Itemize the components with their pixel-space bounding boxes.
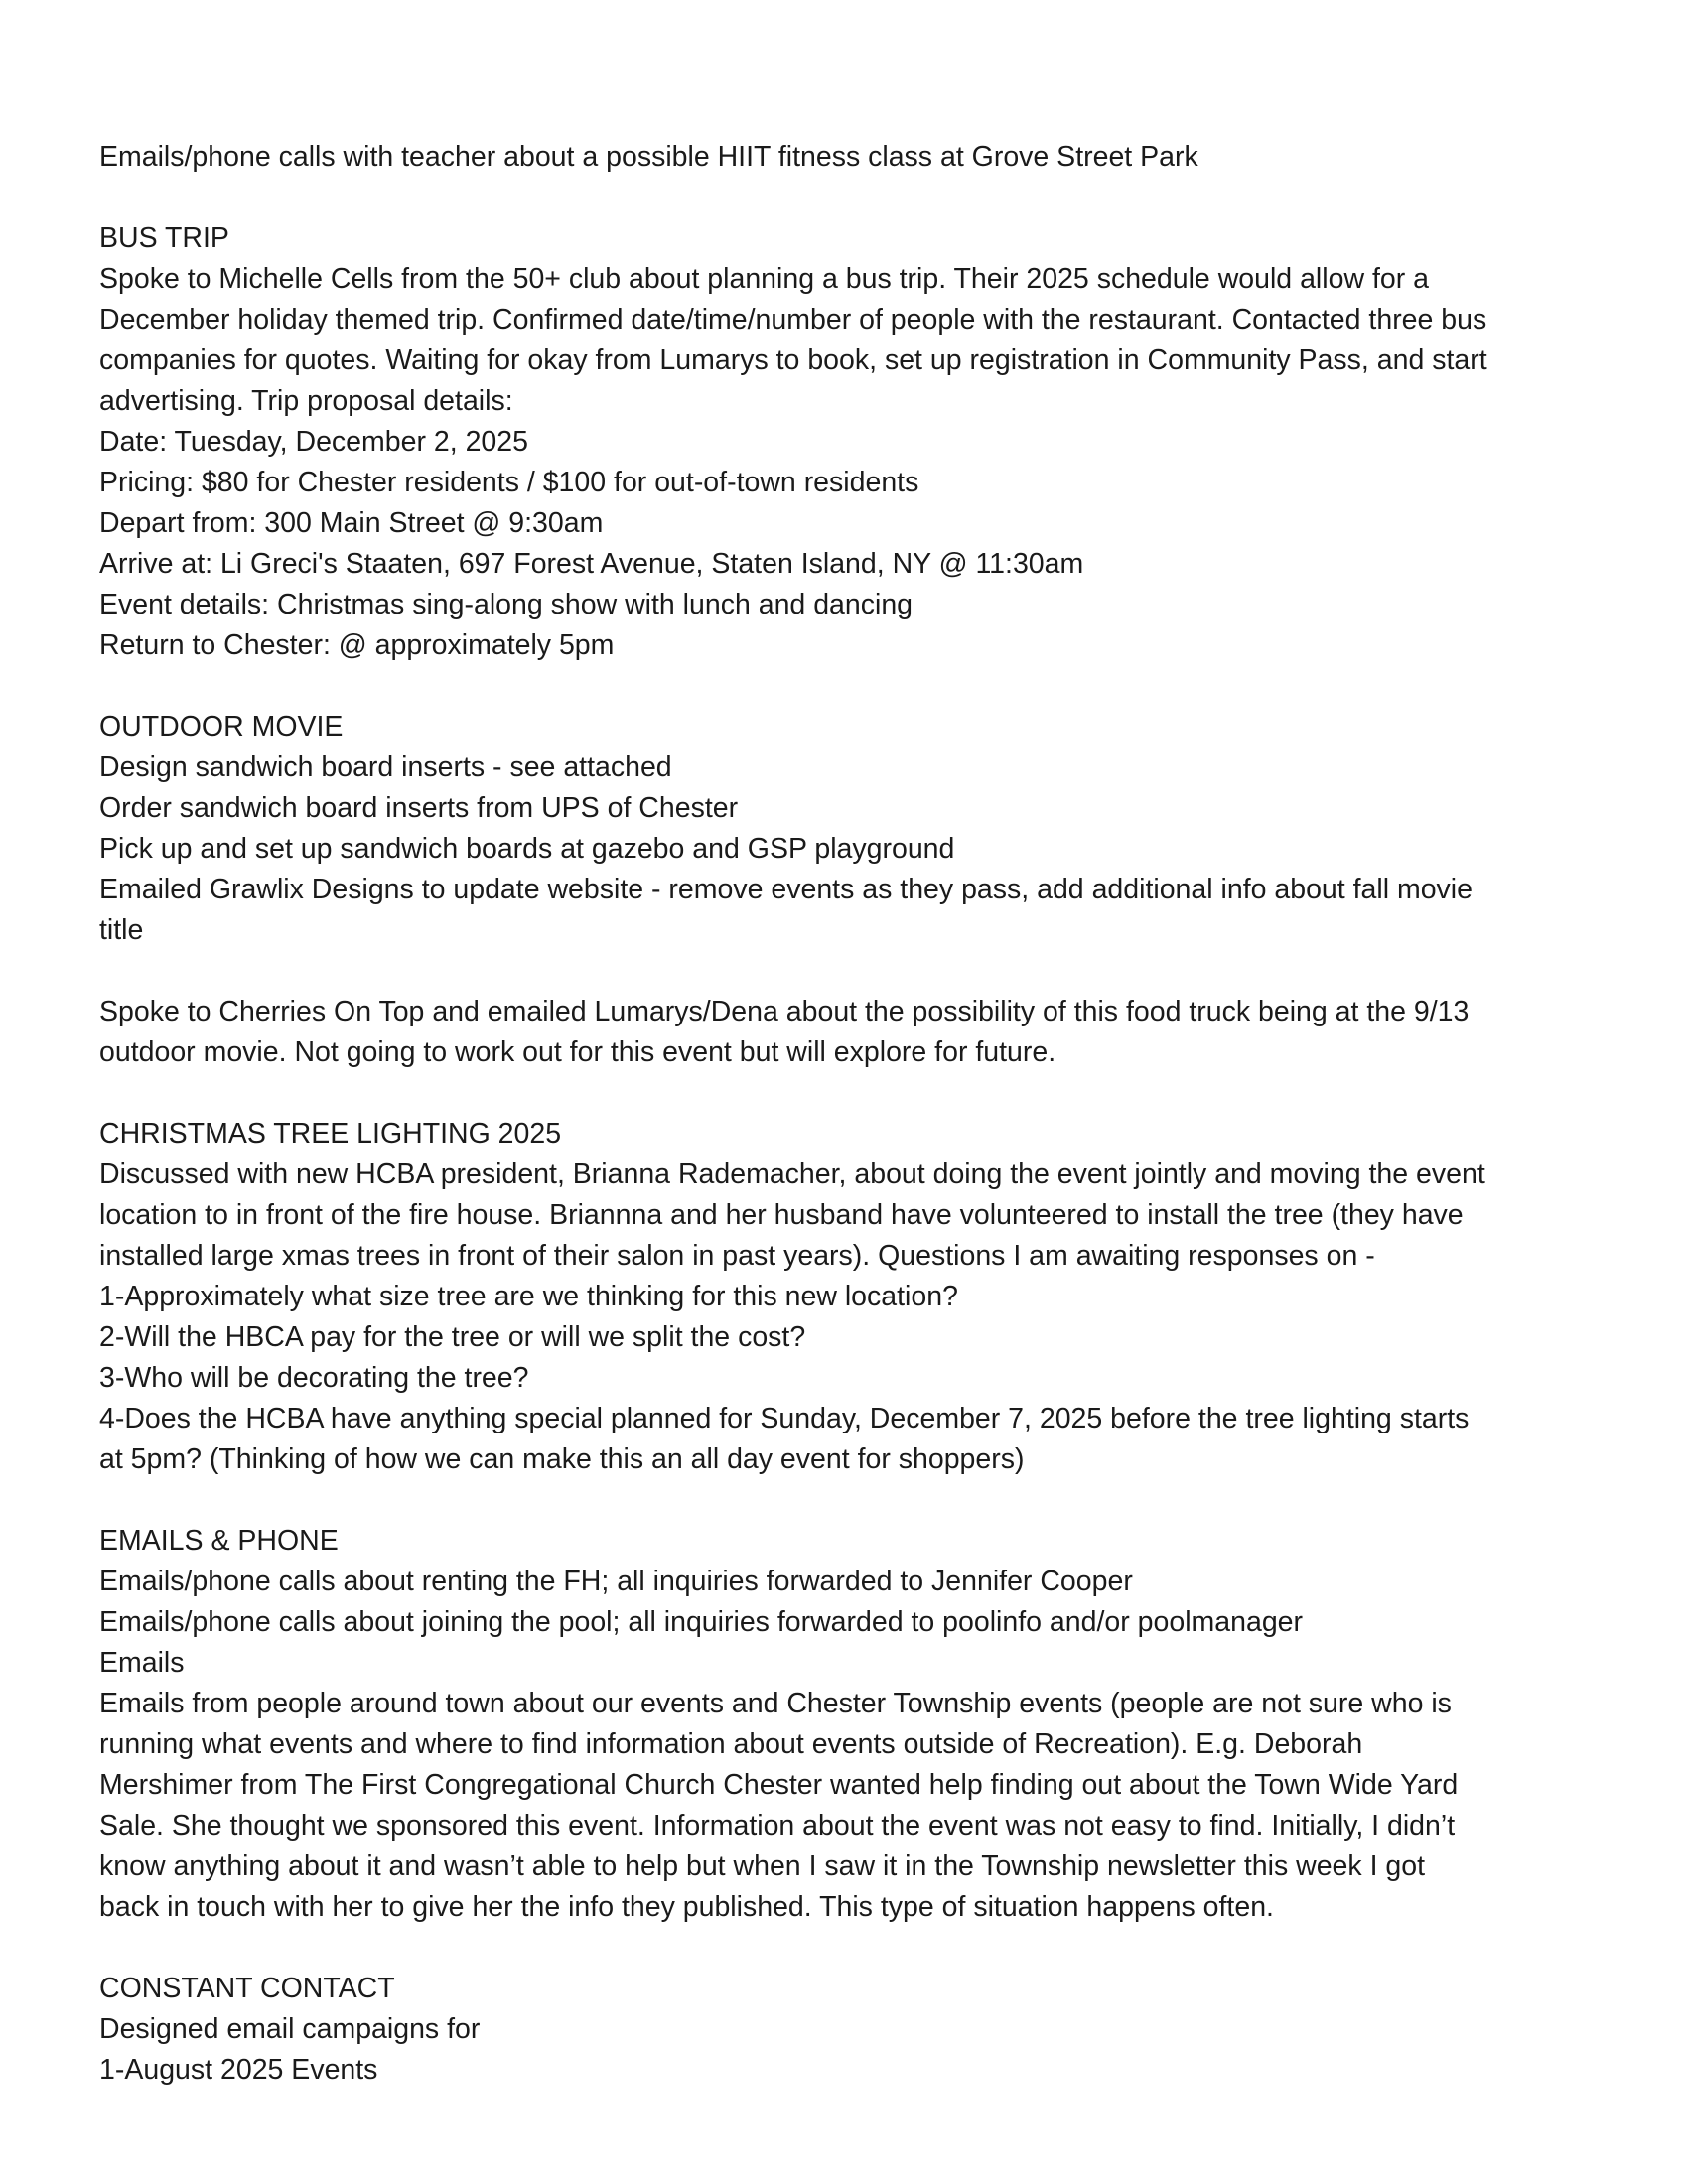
tree-question: 2-Will the HBCA pay for the tree or will we split the cost? (99, 1321, 806, 1353)
outdoor-movie-section (99, 707, 1609, 1073)
bus-trip-heading: BUS TRIP (99, 222, 229, 254)
constant-contact-heading: CONSTANT CONTACT (99, 1973, 395, 2004)
bus-trip-paragraph-line: Spoke to Michelle Cells from the 50+ club about planning a bus trip. Their 2025 schedule would allow for a (99, 263, 1429, 295)
emails-paragraph-line: Emails from people around town about our events and Chester Township events (people are not sure who is (99, 1688, 1452, 1719)
outdoor-movie-item: title (99, 914, 144, 946)
emails-paragraph-line: know anything about it and wasn’t able to help but when I saw it in the Township newsletter this week I got (99, 1850, 1426, 1882)
bus-trip-paragraph-line: advertising. Trip proposal details: (99, 385, 513, 417)
food-truck-note-line: outdoor movie. Not going to work out for this event but will explore for future. (99, 1036, 1056, 1068)
emails-phone-heading: EMAILS & PHONE (99, 1525, 339, 1557)
trip-pricing: Pricing: $80 for Chester residents / $100 for out-of-town residents (99, 467, 919, 498)
emails-phone-item: Emails (99, 1647, 185, 1679)
section-gap (99, 1073, 1609, 1114)
outdoor-movie-item: Order sandwich board inserts from UPS of Chester (99, 792, 739, 824)
outdoor-movie-item: Pick up and set up sandwich boards at gazebo and GSP playground (99, 833, 955, 865)
tree-question: 4-Does the HCBA have anything special planned for Sunday, December 7, 2025 before the tree lighting starts (99, 1403, 1470, 1434)
emails-paragraph-line: running what events and where to find information about events outside of Recreation). E.g. Deborah (99, 1728, 1363, 1760)
emails-paragraph-line: back in touch with her to give her the info they published. This type of situation happens often. (99, 1891, 1274, 1923)
section-gap (99, 1480, 1609, 1521)
bus-trip-paragraph-line: December holiday themed trip. Confirmed date/time/number of people with the restaurant. Contacted three bus (99, 304, 1487, 336)
trip-depart: Depart from: 300 Main Street @ 9:30am (99, 507, 604, 539)
tree-lighting-paragraph-line: Discussed with new HCBA president, Brianna Rademacher, about doing the event jointly and moving the event (99, 1159, 1485, 1190)
document-page (99, 137, 1609, 2091)
intro-line: Emails/phone calls with teacher about a possible HIIT fitness class at Grove Street Park (99, 141, 1198, 173)
tree-question: 3-Who will be decorating the tree? (99, 1362, 529, 1394)
trip-date: Date: Tuesday, December 2, 2025 (99, 426, 528, 458)
paragraph-gap (99, 951, 1609, 992)
tree-lighting-section (99, 1114, 1609, 1480)
tree-lighting-paragraph-line: location to in front of the fire house. Briannna and her husband have volunteered to install the tree (they have (99, 1199, 1464, 1231)
outdoor-movie-item: Emailed Grawlix Designs to update website - remove events as they pass, add additional info about fall movie (99, 874, 1473, 905)
trip-event-details: Event details: Christmas sing-along show with lunch and dancing (99, 589, 914, 620)
constant-contact-item: 1-August 2025 Events (99, 2054, 378, 2086)
constant-contact-section (99, 1969, 1609, 2091)
constant-contact-item: Designed email campaigns for (99, 2013, 481, 2045)
tree-lighting-paragraph-line: installed large xmas trees in front of their salon in past years). Questions I am awaiting responses on - (99, 1240, 1375, 1272)
intro-section (99, 137, 1609, 178)
outdoor-movie-heading: OUTDOOR MOVIE (99, 711, 344, 743)
emails-phone-item: Emails/phone calls about renting the FH; all inquiries forwarded to Jennifer Cooper (99, 1566, 1133, 1597)
bus-trip-section (99, 218, 1609, 666)
emails-phone-section (99, 1521, 1609, 1928)
outdoor-movie-item: Design sandwich board inserts - see attached (99, 751, 672, 783)
section-gap (99, 666, 1609, 707)
section-gap (99, 178, 1609, 218)
emails-paragraph-line: Mershimer from The First Congregational Church Chester wanted help finding out about the Town Wide Yard (99, 1769, 1459, 1801)
trip-return: Return to Chester: @ approximately 5pm (99, 629, 615, 661)
tree-question: 1-Approximately what size tree are we thinking for this new location? (99, 1281, 958, 1312)
food-truck-note-line: Spoke to Cherries On Top and emailed Lumarys/Dena about the possibility of this food truck being at the 9/13 (99, 996, 1470, 1027)
bus-trip-paragraph-line: companies for quotes. Waiting for okay from Lumarys to book, set up registration in Community Pass, and start (99, 344, 1487, 376)
section-gap (99, 1928, 1609, 1969)
emails-phone-item: Emails/phone calls about joining the pool; all inquiries forwarded to poolinfo and/or poolmanager (99, 1606, 1304, 1638)
emails-paragraph-line: Sale. She thought we sponsored this event. Information about the event was not easy to find. Initially, I didn’t (99, 1810, 1456, 1842)
tree-lighting-heading: CHRISTMAS TREE LIGHTING 2025 (99, 1118, 562, 1150)
tree-question: at 5pm? (Thinking of how we can make this an all day event for shoppers) (99, 1443, 1025, 1475)
trip-arrive: Arrive at: Li Greci's Staaten, 697 Forest Avenue, Staten Island, NY @ 11:30am (99, 548, 1084, 580)
